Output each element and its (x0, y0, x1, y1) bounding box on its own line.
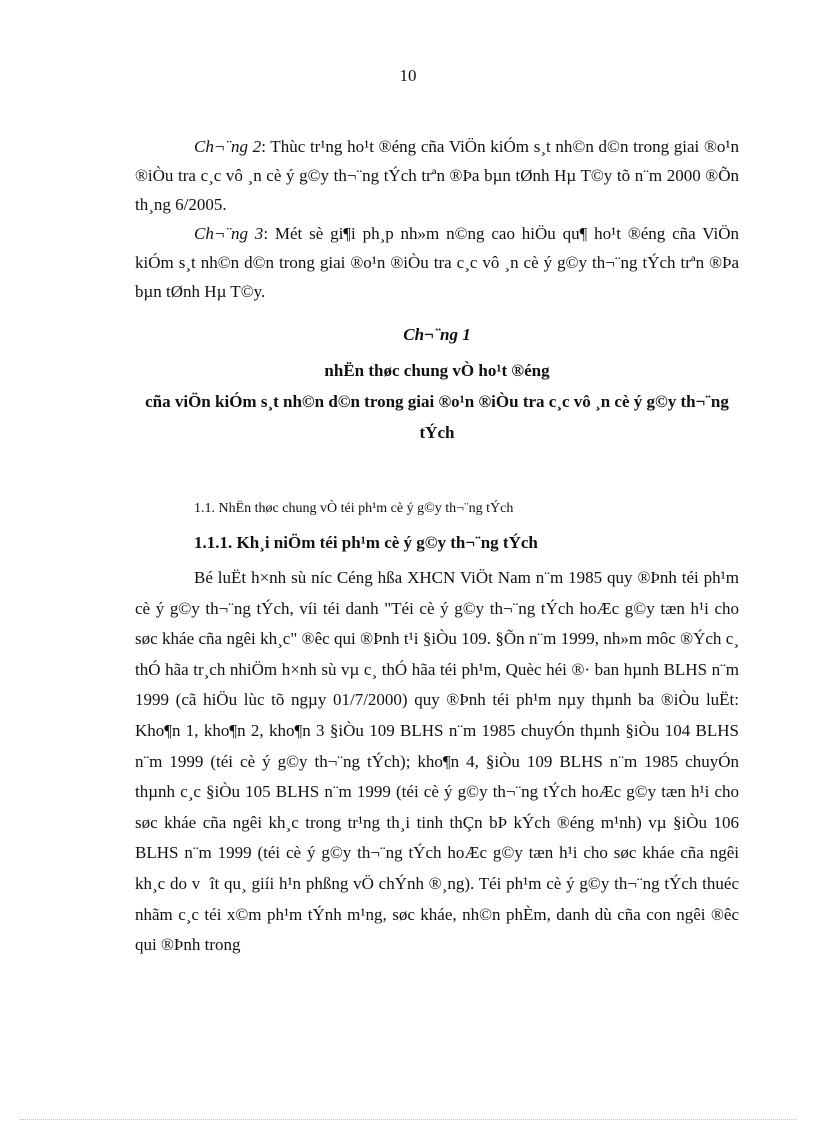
chapter-3-label: Ch¬¨ng 3 (194, 224, 264, 243)
chapter-heading-line-1: nhËn thøc chung vÒ ho¹t ®éng (324, 361, 550, 380)
body-paragraph: Bé luËt h×nh sù níc Céng hßa XHCN ViÖt Nam n¨m 1985 quy ®Þnh téi ph¹m cè ý g©y th¬¨ng tÝch, víi téi danh "Téi cè ý g©y th¬¨ng tÝch hoÆc g©y tæn h¹i cho søc kháe cña ngêi kh¸c" ®êc qui ®Þnh t¹i §iÒu 109. §Õn n¨m 1999, nh»m môc ®Ých c¸ thÓ hãa tr¸ch nhiÖm h×nh sù vµ c¸ thÓ hãa téi ph¹m, Quèc héi ®· ban hµnh BLHS n¨m 1999 (cã hiÖu lùc tõ ngµy 01/7/2000) quy ®Þnh téi ph¹m nµy thµnh ba ®iÒu luËt: Kho¶n 1, kho¶n 2, kho¶n 3 §iÒu 109 BLHS n¨m 1985 chuyÓn thµnh §iÒu 104 BLHS n¨m 1999 (téi cè ý g©y th¬¨ng tÝch); kho¶n 4, §iÒu 109 BLHS n¨m 1985 chuyÓn thµnh c¸c §iÒu 105 BLHS n¨m 1999 (téi cè ý g©y th¬¨ng tÝch hoÆc g©y tæn h¹i cho søc kháe cña ngêi kh¸c trong tr¹ng th¸i tinh thÇn bÞ kÝch ®éng m¹nh) vµ §iÒu 106 BLHS n¨m 1999 (téi cè ý g©y th¬¨ng tÝch hoÆc g©y tæn h¹i cho søc kháe cña ngêi kh¸c do v ît qu¸ giíi h¹n phßng vÖ chÝnh ®¸ng). Téi ph¹m cè ý g©y th¬¨ng tÝch thuéc nhãm c¸c téi x©m ph¹m tÝnh m¹ng, søc kháe, nh©n phÈm, danh dù cña con ngêi ®êc qui ®Þnh trong (135, 568, 739, 955)
page-content (135, 132, 739, 961)
chapter-2-summary (135, 132, 739, 219)
chapter-3-text: : Mét sè gi¶i ph¸p nh»m n©ng cao hiÖu qu¶ ho¹t ®éng cña ViÖn kiÓm s¸t nh©n d©n trong giai ®o¹n ®iÒu tra c¸c vô ¸n cè ý g©y th¬¨ng tÝch trªn ®Þa bµn tØnh Hµ T©y. (135, 224, 739, 301)
page-bottom-divider (20, 1119, 796, 1120)
chapter-2-label: Ch¬¨ng 2 (194, 137, 262, 156)
chapter-2-text: : Thùc tr¹ng ho¹t ®éng cña ViÖn kiÓm s¸t nh©n d©n trong giai ®o¹n ®iÒu tra c¸c vô ¸n cè ý g©y th¬¨ng tÝch trªn ®Þa bµn tØnh Hµ T©y tõ n¨m 2000 ®Õn th¸ng 6/2005. (135, 137, 739, 214)
section-heading-1-1-1: 1.1.1. Kh¸i niÖm téi ph¹m cè ý g©y th¬¨ng tÝch (194, 533, 538, 552)
chapter-heading (135, 355, 739, 448)
section-heading-1-1: 1.1. NhËn thøc chung vÒ téi ph¹m cè ý g©y th¬¨ng tÝch (194, 501, 514, 516)
chapter-3-summary (135, 219, 739, 306)
chapter-title: Ch¬¨ng 1 (403, 325, 471, 344)
chapter-heading-line-2: cña viÖn kiÓm s¸t nh©n d©n trong giai ®o¹n ®iÒu tra c¸c vô ¸n cè ý g©y th¬¨ng tÝch (145, 392, 729, 442)
page-number: 10 (399, 66, 417, 85)
